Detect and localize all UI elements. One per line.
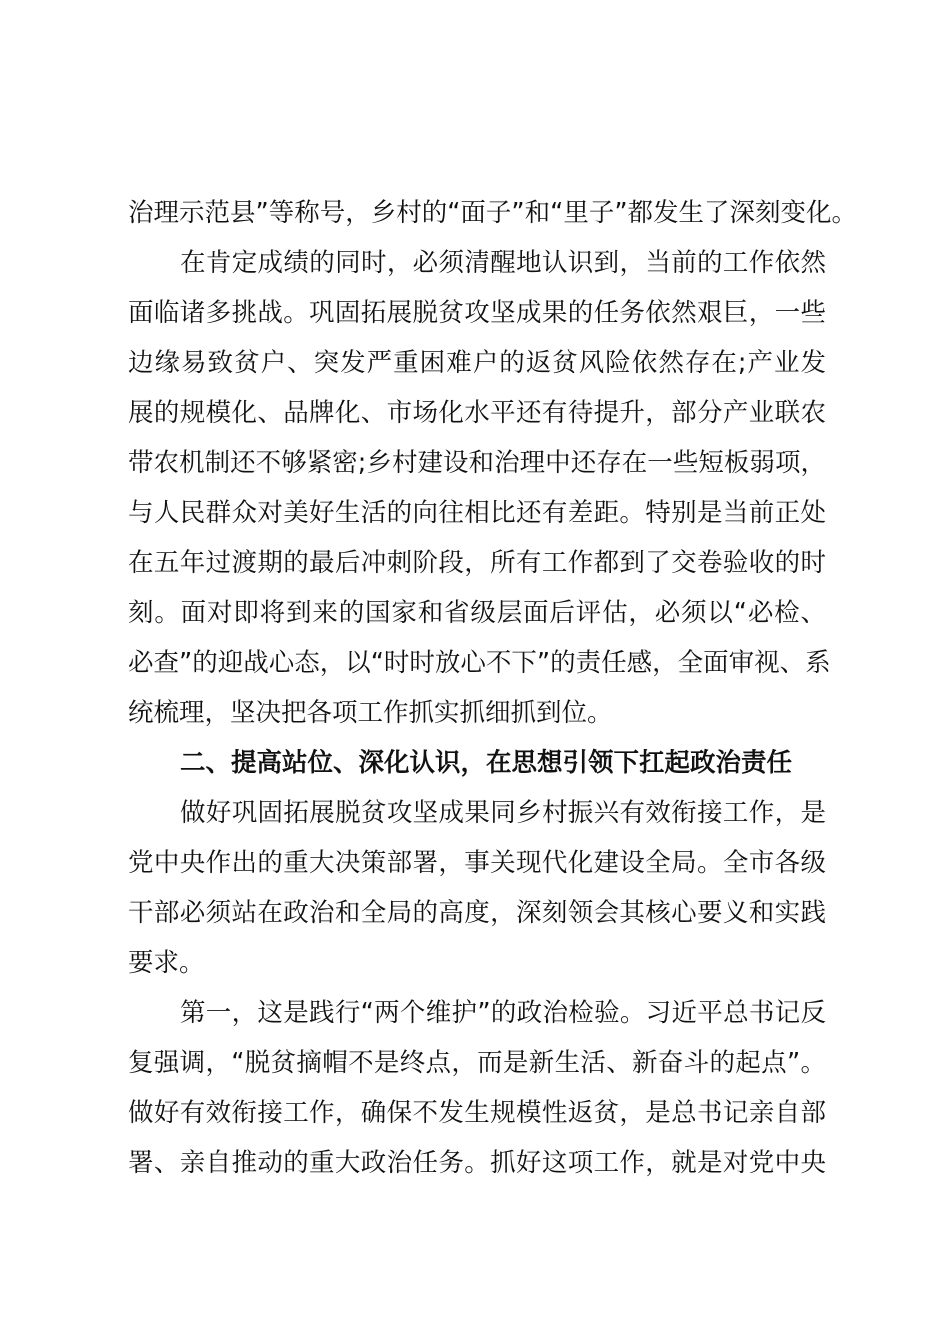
text-line: 做好有效衔接工作，确保不发生规模性返贫，是总书记亲自部	[128, 1098, 826, 1128]
text-line: 在五年过渡期的最后冲刺阶段，所有工作都到了交卷验收的时	[128, 548, 826, 578]
text-line: 做好巩固拓展脱贫攻坚成果同乡村振兴有效衔接工作，是	[180, 798, 826, 828]
text-line: 展的规模化、品牌化、市场化水平还有待提升，部分产业联农	[128, 398, 826, 428]
text-line: 第一，这是践行“两个维护”的政治检验。习近平总书记反	[180, 998, 826, 1028]
text-line: 面临诸多挑战。巩固拓展脱贫攻坚成果的任务依然艰巨，一些	[128, 298, 826, 328]
text-line: 必查”的迎战心态，以“时时放心不下”的责任感，全面审视、系	[128, 648, 831, 678]
text-line: 与人民群众对美好生活的向往相比还有差距。特别是当前正处	[128, 498, 826, 528]
text-line: 要求。	[128, 948, 205, 978]
text-line: 治理示范县”等称号，乡村的“面子”和“里子”都发生了深刻变化。	[128, 198, 858, 228]
section-heading: 二、提高站位、深化认识，在思想引领下扛起政治责任	[180, 748, 793, 778]
text-line: 刻。面对即将到来的国家和省级层面后评估，必须以“必检、	[128, 598, 826, 628]
text-line: 带农机制还不够紧密;乡村建设和治理中还存在一些短板弱项，	[128, 448, 826, 478]
text-line: 干部必须站在政治和全局的高度，深刻领会其核心要义和实践	[128, 898, 826, 928]
text-line: 复强调，“脱贫摘帽不是终点，而是新生活、新奋斗的起点”。	[128, 1048, 826, 1078]
document-page	[128, 188, 858, 1188]
text-line: 署、亲自推动的重大政治任务。抓好这项工作，就是对党中央	[128, 1148, 826, 1178]
text-line: 边缘易致贫户、突发严重困难户的返贫风险依然存在;产业发	[128, 348, 826, 378]
text-line: 在肯定成绩的同时，必须清醒地认识到，当前的工作依然	[180, 248, 826, 278]
text-line: 党中央作出的重大决策部署，事关现代化建设全局。全市各级	[128, 848, 826, 878]
text-line: 统梳理，坚决把各项工作抓实抓细抓到位。	[128, 698, 613, 728]
